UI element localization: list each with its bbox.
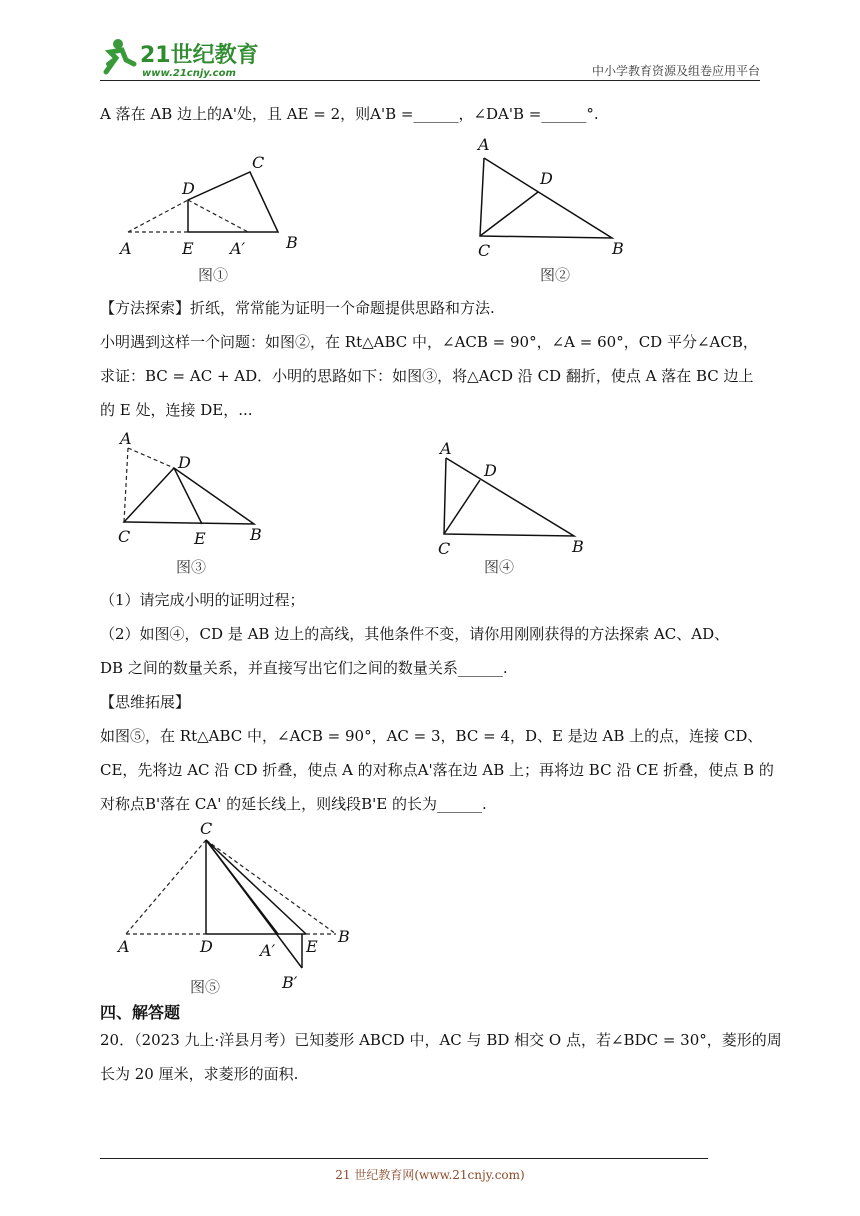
sub-question-2: （2）如图④，CD 是 AB 边上的高线，其他条件不变，请你用刚刚获得的方法探索 AC、AD、 — [100, 625, 730, 643]
logo-url: www.21cnjy.com — [142, 68, 236, 79]
label-b: B — [612, 239, 624, 258]
question-20-line: 长为 20 厘米，求菱形的面积. — [100, 1065, 299, 1083]
footer-text: 21 世纪教育网(www.21cnjy.com) — [335, 1168, 525, 1182]
site-logo — [96, 36, 266, 80]
question-20-line: 20．（2023 九上·洋县月考）已知菱形 ABCD 中，AC 与 BD 相交 O 点，若∠BDC = 30°，菱形的周 — [100, 1031, 782, 1049]
label-e: E — [194, 529, 206, 548]
platform-name: 中小学教育资源及组卷应用平台 — [591, 64, 760, 78]
logo-text: 21世纪教育 — [140, 43, 259, 68]
label-b: B — [286, 233, 298, 252]
label-b-prime: B′ — [282, 973, 298, 992]
label-a: A — [120, 239, 132, 258]
label-a: A — [440, 439, 452, 458]
label-c: C — [478, 241, 491, 260]
label-a-prime: A′ — [230, 239, 246, 258]
label-a: A — [120, 429, 132, 448]
figure-4 — [430, 436, 600, 556]
label-e: E — [182, 239, 194, 258]
question-text-line: DB 之间的数量关系，并直接写出它们之间的数量关系______. — [100, 659, 508, 677]
question-text-line: 的 E 处，连接 DE，... — [100, 401, 253, 419]
figure-2 — [470, 136, 640, 266]
question-text-line: A 落在 AB 边上的A'处，且 AE = 2，则A'B =______，∠DA'B =______°. — [100, 105, 599, 123]
label-d: D — [484, 461, 497, 480]
label-d: D — [200, 937, 213, 956]
figure-4-caption: 图④ — [484, 558, 515, 576]
label-c: C — [438, 539, 451, 556]
header-rule — [100, 80, 760, 81]
label-c: C — [118, 527, 131, 546]
label-c: C — [200, 819, 213, 838]
label-b: B — [572, 537, 584, 556]
label-d: D — [540, 169, 553, 188]
label-a: A — [118, 937, 130, 956]
label-a-prime: A′ — [260, 941, 276, 960]
runner-icon — [106, 39, 134, 72]
label-a: A — [478, 136, 490, 154]
footer-rule — [100, 1158, 708, 1159]
figure-5 — [110, 816, 360, 996]
figure-3 — [110, 428, 280, 558]
section-heading: 四、解答题 — [100, 1003, 181, 1022]
question-text-line: 对称点B'落在 CA' 的延长线上，则线段B'E 的长为______. — [100, 795, 487, 813]
figure-1-caption: 图① — [198, 266, 229, 284]
figure-2-caption: 图② — [540, 266, 571, 284]
label-d: D — [182, 179, 195, 198]
figure-3-caption: 图③ — [176, 558, 207, 576]
question-text-line: 求证：BC = AC + AD．小明的思路如下：如图③，将△ACD 沿 CD 翻折，使点 A 落在 BC 边上 — [100, 367, 754, 385]
label-c: C — [252, 153, 265, 172]
method-heading: 【方法探索】折纸，常常能为证明一个命题提供思路和方法. — [100, 299, 495, 317]
label-b: B — [250, 525, 262, 544]
question-text-line: 小明遇到这样一个问题：如图②，在 Rt△ABC 中，∠ACB = 90°，∠A = 60°，CD 平分∠ACB， — [100, 333, 758, 351]
question-text-line: 如图⑤，在 Rt△ABC 中，∠ACB = 90°，AC = 3，BC = 4，D、E 是边 AB 上的点，连接 CD、 — [100, 727, 763, 745]
label-e: E — [306, 937, 318, 956]
figure-5-caption: 图⑤ — [190, 978, 221, 996]
question-text-line: CE，先将边 AC 沿 CD 折叠，使点 A 的对称点A'落在边 AB 上；再将边 BC 沿 CE 折叠，使点 B 的 — [100, 761, 774, 779]
label-b: B — [338, 927, 350, 946]
extension-heading: 【思维拓展】 — [100, 693, 191, 711]
label-d: D — [178, 453, 191, 472]
sub-question-1: （1）请完成小明的证明过程； — [100, 591, 305, 609]
